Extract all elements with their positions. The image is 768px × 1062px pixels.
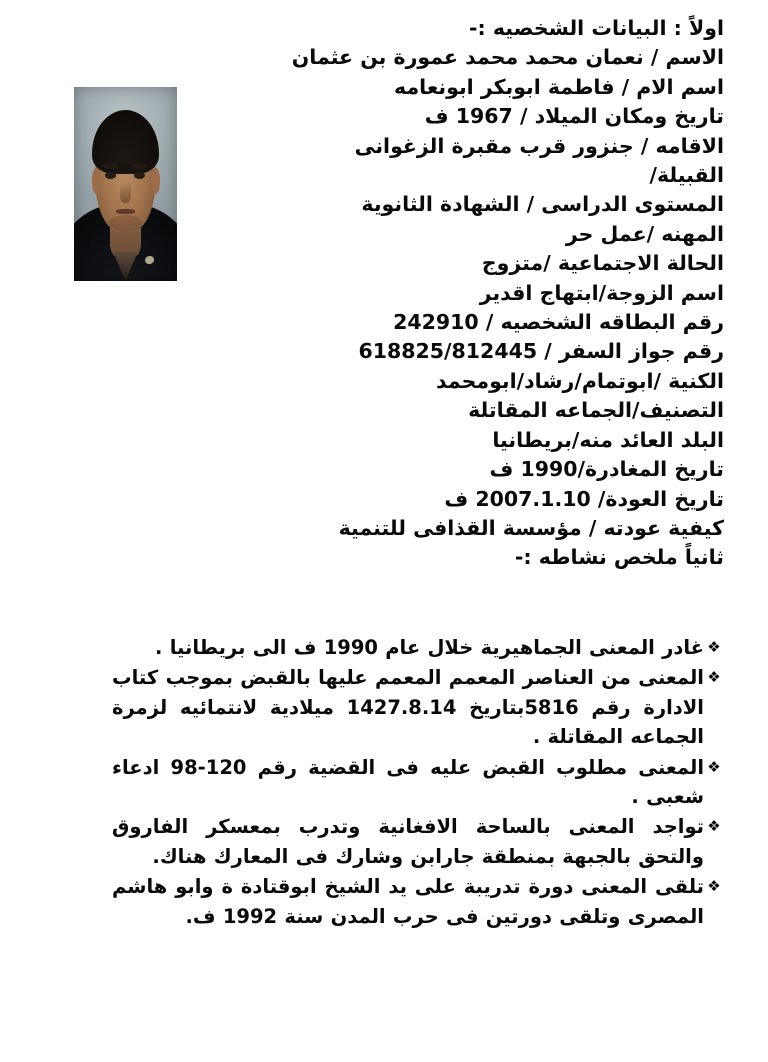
field-departure-date: تاريخ المغادرة/1990 ف — [489, 457, 724, 482]
diamond-bullet-icon: ❖ — [707, 817, 721, 836]
field-profession: المهنه /عمل حر — [565, 221, 724, 246]
activity-item-1-text: غادر المعنى الجماهيرية خلال عام 1990 ف الى بريطانيا . — [155, 636, 704, 659]
diamond-bullet-icon: ❖ — [707, 638, 721, 656]
activity-item-5-text: تلقى المعنى دورة تدريبة على يد الشيخ ابوقتادة ة وابو هاشم المصرى وتلقى دورتين فى حرب المدن سنة 1992 ف. — [112, 875, 704, 928]
activity-summary-list — [112, 633, 724, 932]
field-wife-name: اسم الزوجة/ابتهاج اقدير — [479, 280, 724, 305]
field-alias: الكنية /ابوتمام/رشاد/ابومحمد — [436, 368, 724, 393]
section-one-heading: اولاً : البيانات الشخصيه :- — [469, 16, 724, 40]
activity-item-2 — [112, 663, 724, 751]
field-mother-name: اسم الام / فاطمة ابوبكر ابونعامه — [394, 74, 724, 99]
activity-item-4 — [112, 812, 724, 871]
field-name: الاسم / نعمان محمد محمد عمورة بن عثمان — [291, 45, 724, 70]
activity-item-2-text: المعنى من العناصر المعمم المعمم عليها بالقبض بموجب كتاب الادارة رقم 5816بتاريخ 1427.8.14 ميلادية لانتمائيه لزمرة الجماعه المقاتلة . — [112, 666, 704, 749]
field-return-manner: كيفية عودته / مؤسسة القذافى للتنمية — [338, 515, 724, 540]
field-tribe: القبيلة/ — [649, 163, 724, 188]
activity-item-3-text: المعنى مطلوب القبض عليه فى القضية رقم 120-98 ادعاء شعبى . — [112, 755, 705, 809]
activity-item-5 — [112, 872, 724, 931]
field-classification: التصنيف/الجماعه المقاتلة — [468, 398, 724, 423]
diamond-bullet-icon: ❖ — [707, 757, 721, 776]
field-residence: الاقامه / جنزور قرب مقبرة الزغوانى — [354, 133, 724, 158]
activity-item-3 — [112, 753, 724, 812]
field-education: المستوى الدراسى / الشهادة الثانوية — [361, 192, 724, 217]
field-passport-number: رقم جواز السفر / 618825/812445 — [358, 339, 724, 364]
activity-item-4-text: تواجد المعنى بالساحة الافغانية وتدرب بمعسكر الفاروق والتحق بالجبهة بمنطقة جارابن وشارك فى المعارك هناك. — [112, 815, 704, 868]
field-id-number: رقم البطاقه الشخصيه / 242910 — [393, 310, 724, 335]
diamond-bullet-icon: ❖ — [707, 877, 721, 896]
field-marital-status: الحالة الاجتماعية /متزوج — [481, 251, 724, 276]
activity-item-1 — [112, 633, 724, 662]
section-two-heading: ثانياً ملخص نشاطه :- — [514, 545, 724, 570]
diamond-bullet-icon: ❖ — [707, 668, 721, 687]
field-country-from: البلد العائد منه/بريطانيا — [492, 427, 724, 452]
personal-data-section — [28, 14, 724, 573]
field-birth: تاريخ ومكان الميلاد / 1967 ف — [424, 104, 724, 129]
field-return-date: تاريخ العودة/ 2007.1.10 ف — [444, 486, 724, 511]
personal-data-list — [28, 43, 724, 543]
